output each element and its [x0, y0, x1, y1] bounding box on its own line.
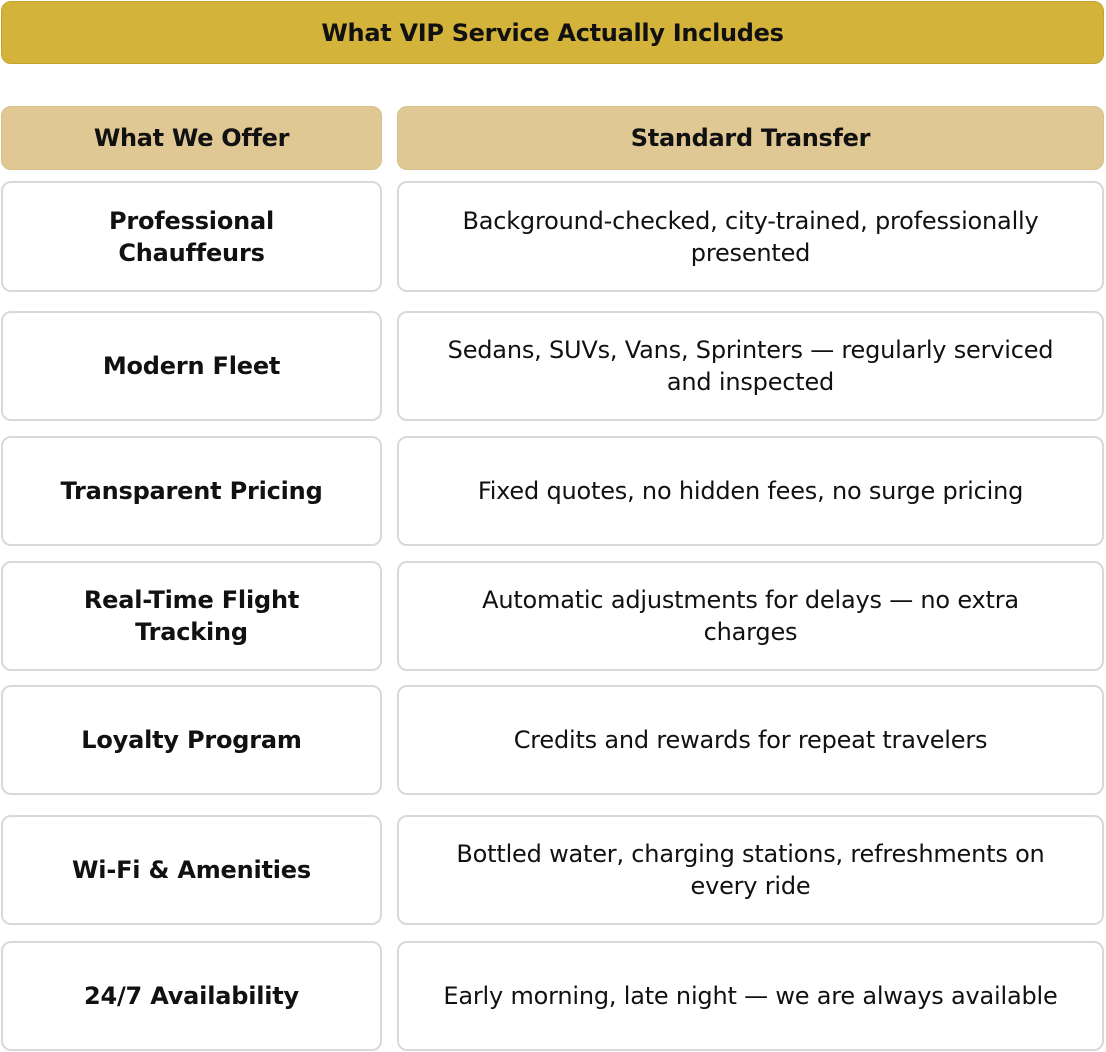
column-header-standard: Standard Transfer — [397, 106, 1104, 170]
feature-cell-fleet: Modern Fleet — [1, 311, 382, 421]
description-cell-amenities: Bottled water, charging stations, refreshments on every ride — [397, 815, 1104, 925]
feature-cell-chauffeurs: Professional Chauffeurs — [1, 181, 382, 292]
description-cell-chauffeurs: Background-checked, city-trained, professionally presented — [397, 181, 1104, 292]
feature-cell-amenities: Wi-Fi & Amenities — [1, 815, 382, 925]
description-cell-loyalty: Credits and rewards for repeat travelers — [397, 685, 1104, 795]
description-cell-fleet: Sedans, SUVs, Vans, Sprinters — regularly serviced and inspected — [397, 311, 1104, 421]
description-cell-availability: Early morning, late night — we are always available — [397, 941, 1104, 1051]
feature-cell-pricing: Transparent Pricing — [1, 436, 382, 546]
feature-cell-loyalty: Loyalty Program — [1, 685, 382, 795]
description-cell-pricing: Fixed quotes, no hidden fees, no surge pricing — [397, 436, 1104, 546]
feature-cell-availability: 24/7 Availability — [1, 941, 382, 1051]
column-header-offer: What We Offer — [1, 106, 382, 170]
feature-cell-flight-tracking: Real-Time Flight Tracking — [1, 561, 382, 671]
description-cell-flight-tracking: Automatic adjustments for delays — no extra charges — [397, 561, 1104, 671]
page-title: What VIP Service Actually Includes — [1, 1, 1104, 64]
